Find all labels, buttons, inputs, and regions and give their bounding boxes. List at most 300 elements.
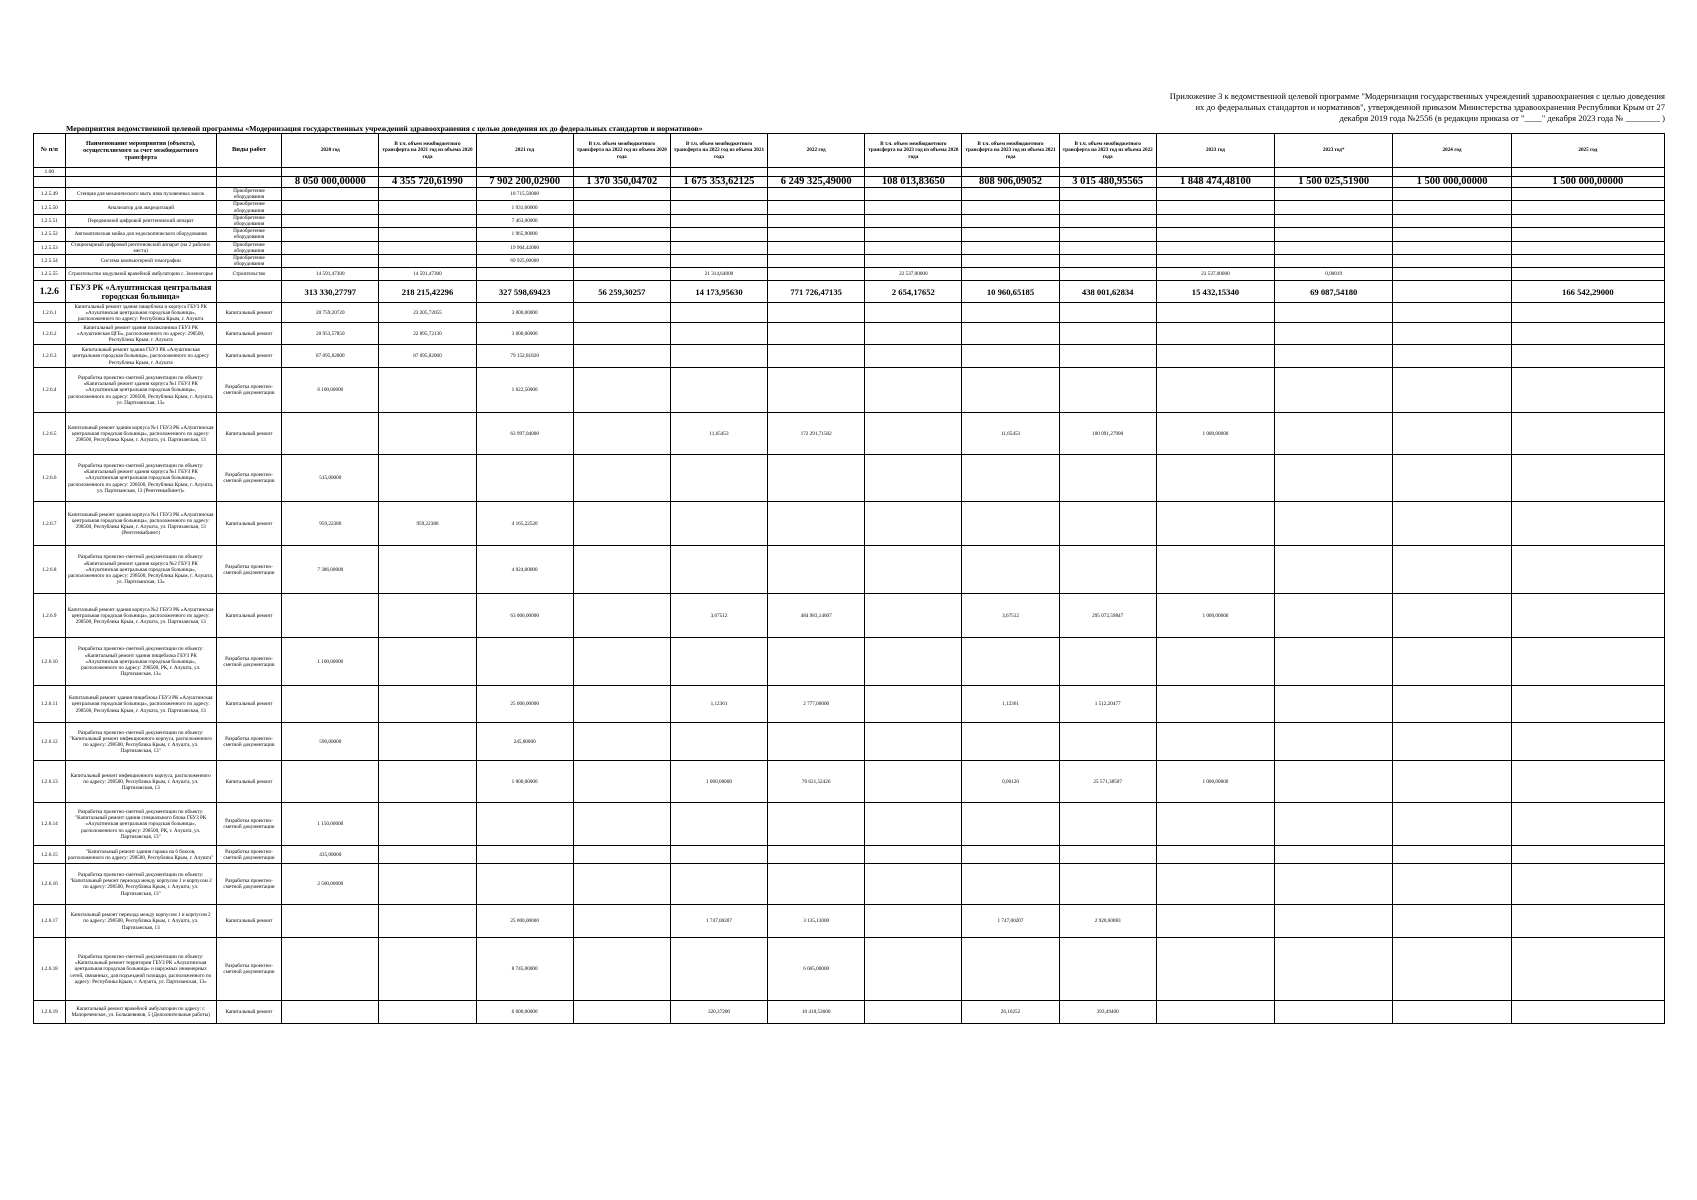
row-value-5 <box>670 638 767 686</box>
header-col-3: 2021 год <box>476 134 573 168</box>
row-value-6 <box>768 241 865 254</box>
row-value-6 <box>768 803 865 846</box>
row-value-2: 22 895,72130 <box>379 323 476 345</box>
row-num: 1.2.5.55 <box>34 268 66 281</box>
row-value-7 <box>865 228 962 241</box>
row-value-1 <box>282 761 379 803</box>
row-value-13 <box>1511 455 1664 502</box>
table-row <box>34 594 1665 638</box>
empty-cell <box>1393 168 1511 177</box>
row-value-6: 6 605,00000 <box>768 938 865 1001</box>
group-value-13: 166 542,29000 <box>1511 281 1664 303</box>
row-value-8 <box>962 303 1059 323</box>
table-row <box>34 864 1665 905</box>
row-value-4 <box>573 188 670 201</box>
row-num: 1.2.6.14 <box>34 803 66 846</box>
row-value-10 <box>1156 502 1274 546</box>
row-value-8 <box>962 638 1059 686</box>
row-value-10 <box>1156 201 1274 214</box>
header-col-8: В т.ч. объем межбюджетного трансферта на 2023 год из объема 2021 года <box>962 134 1059 168</box>
row-value-3: 8 745,00000 <box>476 938 573 1001</box>
row-value-6 <box>768 723 865 761</box>
row-value-4 <box>573 546 670 594</box>
row-value-13 <box>1511 413 1664 455</box>
row-value-3: 18 715,50000 <box>476 188 573 201</box>
row-value-8 <box>962 323 1059 345</box>
row-value-11 <box>1275 214 1393 227</box>
row-name: Разработка проектно-сметной документации по объекту: "Капитальный ремонт инфекционного корпуса, расположенного по адресу: 298500, Республика Крым, г. Алушта, ул. Партизанская, 13" <box>65 723 216 761</box>
row-value-4 <box>573 455 670 502</box>
row-name: Капитальный ремонт здания корпуса №2 ГБУЗ РК «Алуштинская центральная городская больница», расположенного по адресу: 298500, Республика Крым, г. Алушта, ул. Партизанская, 13 <box>65 594 216 638</box>
row-value-4 <box>573 345 670 368</box>
row-value-4 <box>573 368 670 413</box>
row-name: Разработка проектно-сметной документации по объекту: "Капитальный ремонт перехода между корпусом 1 и корпусом 2 по адресу: 298500, Республика Крым, г. Алушта, ул. Партизанская, 13" <box>65 864 216 905</box>
row-value-10 <box>1156 255 1274 268</box>
row-value-4 <box>573 803 670 846</box>
empty-cell <box>1059 168 1156 177</box>
row-value-10: 23 537,00000 <box>1156 268 1274 281</box>
row-type: Разработка проектно-сметной документации <box>216 368 281 413</box>
row-value-9 <box>1059 345 1156 368</box>
row-value-7 <box>865 905 962 938</box>
row-value-13 <box>1511 502 1664 546</box>
row-value-12 <box>1393 201 1511 214</box>
row-value-9 <box>1059 455 1156 502</box>
row-value-9 <box>1059 255 1156 268</box>
table-row <box>34 546 1665 594</box>
total-value-8: 808 906,09052 <box>962 177 1059 188</box>
row-value-7 <box>865 303 962 323</box>
row-num: 1.2.5.51 <box>34 214 66 227</box>
row-type: Строительство <box>216 268 281 281</box>
row-value-9 <box>1059 268 1156 281</box>
row-type: Приобретение оборудования <box>216 188 281 201</box>
row-value-10 <box>1156 723 1274 761</box>
row-type: Разработка проектно-сметной документации <box>216 938 281 1001</box>
row-value-10 <box>1156 938 1274 1001</box>
header-col-5: В т.ч. объем межбюджетного трансферта на 2022 год из объема 2021 года <box>670 134 767 168</box>
row-value-6 <box>768 255 865 268</box>
row-value-12 <box>1393 455 1511 502</box>
row-name: Капитальный ремонт инфекционного корпуса, расположенного по адресу: 298500, Республика Крым, г. Алушта, ул. Партизанская, 13 <box>65 761 216 803</box>
row-value-5 <box>670 546 767 594</box>
row-value-13 <box>1511 594 1664 638</box>
row-value-2 <box>379 455 476 502</box>
row-value-6 <box>768 864 865 905</box>
row-value-13 <box>1511 761 1664 803</box>
row-value-11: 0,00019 <box>1275 268 1393 281</box>
row-value-12 <box>1393 303 1511 323</box>
group-name: ГБУЗ РК «Алуштинская центральная городская больница» <box>65 281 216 303</box>
row-value-12 <box>1393 345 1511 368</box>
row-value-10 <box>1156 214 1274 227</box>
row-value-9 <box>1059 228 1156 241</box>
row-value-10 <box>1156 803 1274 846</box>
table-body <box>34 134 1665 1024</box>
total-value-6: 6 249 325,49000 <box>768 177 865 188</box>
row-value-5: 1,12361 <box>670 686 767 723</box>
row-value-13 <box>1511 686 1664 723</box>
row-value-8: 1 747,00207 <box>962 905 1059 938</box>
group-value-12 <box>1393 281 1511 303</box>
row-value-1 <box>282 938 379 1001</box>
row-name: Стенция для механического мыть изва пуховенных масок <box>65 188 216 201</box>
row-value-9: 1 512,20477 <box>1059 686 1156 723</box>
empty-cell <box>216 168 281 177</box>
row-value-13 <box>1511 1001 1664 1024</box>
header-col-2: В т.ч. объем межбюджетного трансферта на 2021 год из объема 2020 года <box>379 134 476 168</box>
row-num: 1.2.6.2 <box>34 323 66 345</box>
row-num: 1.2.5.50 <box>34 201 66 214</box>
row-value-11 <box>1275 255 1393 268</box>
empty-cell <box>1156 168 1274 177</box>
row-value-12 <box>1393 594 1511 638</box>
row-value-13 <box>1511 345 1664 368</box>
group-value-7: 2 654,17652 <box>865 281 962 303</box>
header-col-11: 2023 год* <box>1275 134 1393 168</box>
row-value-11 <box>1275 502 1393 546</box>
row-value-12 <box>1393 323 1511 345</box>
row-value-2 <box>379 905 476 938</box>
table-row <box>34 761 1665 803</box>
row-value-1 <box>282 241 379 254</box>
row-name: Передвижной цифровой рентгеновский аппарат <box>65 214 216 227</box>
row-value-3: 1 022,50000 <box>476 368 573 413</box>
row-name: Разработка проектно-сметной документации по объекту: «Капитальный ремонт территории ГБУЗ РК «Алуштинская центральная городская больница» и наружных инженерных сетей, связанных, для подъездной площади, расположенного по адресу: Республика Крым, г. Алушта, ул. Партизанская, 13» <box>65 938 216 1001</box>
total-value-7: 108 013,83650 <box>865 177 962 188</box>
row-value-3: 63 997,04000 <box>476 413 573 455</box>
row-value-12 <box>1393 268 1511 281</box>
row-value-7 <box>865 201 962 214</box>
row-name: Капитальный ремонт перехода между корпусом 1 и корпусом 2 по адресу: 298500, Республика Крым, г. Алушта, ул. Партизанская, 13 <box>65 905 216 938</box>
row-num: 1.2.5.49 <box>34 188 66 201</box>
row-value-6 <box>768 188 865 201</box>
row-value-11 <box>1275 345 1393 368</box>
row-num: 1.2.6.13 <box>34 761 66 803</box>
row-value-2 <box>379 1001 476 1024</box>
row-value-2 <box>379 594 476 638</box>
row-value-12 <box>1393 938 1511 1001</box>
total-value-1: 8 050 000,00000 <box>282 177 379 188</box>
row-value-1: 2 500,00000 <box>282 864 379 905</box>
row-value-12 <box>1393 188 1511 201</box>
row-value-9 <box>1059 546 1156 594</box>
row-value-4 <box>573 761 670 803</box>
row-name: Система компьютерной томографии <box>65 255 216 268</box>
group-row <box>34 281 1665 303</box>
header-col-7: В т.ч. объем межбюджетного трансферта на 2023 год из объема 2020 года <box>865 134 962 168</box>
row-value-3: 19 904,42000 <box>476 241 573 254</box>
row-value-11 <box>1275 188 1393 201</box>
row-value-11 <box>1275 864 1393 905</box>
row-value-8 <box>962 241 1059 254</box>
total-value-4: 1 370 350,04702 <box>573 177 670 188</box>
total-value-13: 1 500 000,00000 <box>1511 177 1664 188</box>
row-value-7 <box>865 413 962 455</box>
table-row <box>34 255 1665 268</box>
row-value-1 <box>282 188 379 201</box>
row-value-2 <box>379 723 476 761</box>
row-value-9 <box>1059 241 1156 254</box>
table-row <box>34 268 1665 281</box>
row-value-13 <box>1511 368 1664 413</box>
row-value-9: 25 571,38507 <box>1059 761 1156 803</box>
row-value-7 <box>865 546 962 594</box>
row-value-1 <box>282 686 379 723</box>
row-value-9 <box>1059 502 1156 546</box>
empty-cell <box>573 168 670 177</box>
row-value-8 <box>962 455 1059 502</box>
row-value-10: 1 000,00000 <box>1156 761 1274 803</box>
row-value-6 <box>768 846 865 864</box>
appendix-line-3: декабря 2019 года №2556 (в редакции приказа от "____" декабря 2023 года № ________ ) <box>1339 113 1665 123</box>
header-col-13: 2025 год <box>1511 134 1664 168</box>
row-value-1: 20 759,20720 <box>282 303 379 323</box>
row-value-6 <box>768 455 865 502</box>
row-value-7 <box>865 255 962 268</box>
row-name: Стационарный цифровой рентгеновский аппарат (на 2 рабочих места) <box>65 241 216 254</box>
row-value-2 <box>379 546 476 594</box>
total-value-3: 7 902 200,02900 <box>476 177 573 188</box>
row-value-12 <box>1393 638 1511 686</box>
row-value-1 <box>282 413 379 455</box>
row-num: 1.2.6.15 <box>34 846 66 864</box>
row-value-4 <box>573 502 670 546</box>
row-value-10 <box>1156 345 1274 368</box>
row-type: Разработка проектно-сметной документации <box>216 864 281 905</box>
row-value-5: 1 000,00000 <box>670 761 767 803</box>
table-row <box>34 803 1665 846</box>
row-value-7 <box>865 846 962 864</box>
row-num: 1.2.6.17 <box>34 905 66 938</box>
row-value-3: 63 000,00000 <box>476 594 573 638</box>
row-value-5 <box>670 455 767 502</box>
empty-cell <box>379 168 476 177</box>
row-value-1 <box>282 1001 379 1024</box>
row-value-10: 1 000,00000 <box>1156 594 1274 638</box>
row-value-8 <box>962 864 1059 905</box>
row-value-5 <box>670 188 767 201</box>
row-value-3 <box>476 638 573 686</box>
row-value-12 <box>1393 686 1511 723</box>
header-col-4: В т.ч. объем межбюджетного трансферта на 2022 год из объема 2020 года <box>573 134 670 168</box>
row-value-4 <box>573 1001 670 1024</box>
row-value-13 <box>1511 905 1664 938</box>
row-value-3 <box>476 268 573 281</box>
row-value-11 <box>1275 1001 1393 1024</box>
row-value-1: 6 100,00000 <box>282 368 379 413</box>
row-value-9: 2 920,60083 <box>1059 905 1156 938</box>
row-value-9 <box>1059 803 1156 846</box>
row-num: 1.2.6.19 <box>34 1001 66 1024</box>
group-value-3: 327 598,69423 <box>476 281 573 303</box>
row-value-12 <box>1393 241 1511 254</box>
row-value-5 <box>670 255 767 268</box>
row-value-11 <box>1275 201 1393 214</box>
table-row <box>34 201 1665 214</box>
row-value-10 <box>1156 368 1274 413</box>
row-value-13 <box>1511 723 1664 761</box>
row-type: Разработка проектно-сметной документации <box>216 846 281 864</box>
row-value-8 <box>962 938 1059 1001</box>
row-value-10 <box>1156 241 1274 254</box>
row-value-8 <box>962 214 1059 227</box>
row-value-13 <box>1511 201 1664 214</box>
row-value-4 <box>573 303 670 323</box>
row-num: 1.2.6.9 <box>34 594 66 638</box>
row-num: 1.2.6.3 <box>34 345 66 368</box>
row-value-3: 1 965,90000 <box>476 228 573 241</box>
row-value-5 <box>670 502 767 546</box>
row-name: Строительство модульной врачебной амбулатории с. Зеленогорье <box>65 268 216 281</box>
table-row <box>34 905 1665 938</box>
row-value-3: 6 600,00000 <box>476 1001 573 1024</box>
row-value-3: 25 000,00000 <box>476 686 573 723</box>
row-value-13 <box>1511 638 1664 686</box>
row-value-2: 23 205,72055 <box>379 303 476 323</box>
row-value-6 <box>768 368 865 413</box>
row-value-2 <box>379 368 476 413</box>
row-type: Разработка проектно-сметной документации <box>216 803 281 846</box>
row-value-1 <box>282 905 379 938</box>
appendix-line-2: их до федеральных стандартов и нормативов", утвержденной приказом Министерства здравоохранения Республики Крым от 27 <box>1195 102 1665 112</box>
group-value-6: 771 726,47135 <box>768 281 865 303</box>
row-value-7 <box>865 455 962 502</box>
row-name: "Капитальный ремонт здания гаража на 6 боксов, расположенного по адресу: 298500, Республика Крым, г. Алушта" <box>65 846 216 864</box>
table-row <box>34 188 1665 201</box>
table-row <box>34 455 1665 502</box>
row-value-13 <box>1511 323 1664 345</box>
table-row <box>34 502 1665 546</box>
row-value-3 <box>476 846 573 864</box>
header-col-1: 2020 год <box>282 134 379 168</box>
row-value-5 <box>670 938 767 1001</box>
total-row <box>34 177 1665 188</box>
row-value-11 <box>1275 594 1393 638</box>
row-type: Приобретение оборудования <box>216 255 281 268</box>
row-value-3 <box>476 455 573 502</box>
row-value-9 <box>1059 214 1156 227</box>
header-col-12: 2024 год <box>1393 134 1511 168</box>
row-name: Разработка проектно-сметной документации по объекту: «Капитальный ремонт здания корпуса №1 ГБУЗ РК «Алуштинская центральная городская больница», расположенного по адресу: 298500, Республика Крым, г. Алушта, ул. Партизанская, 13 (Рентгенкабинет)» <box>65 455 216 502</box>
row-value-4 <box>573 268 670 281</box>
row-value-12 <box>1393 214 1511 227</box>
row-name: Капитальный ремонт здания ГБУЗ РК «Алуштинская центральная городская больница», расположенного по адресу Республика Крым, г. Алушта <box>65 345 216 368</box>
total-value-10: 1 848 474,48100 <box>1156 177 1274 188</box>
row-value-1: 1 150,00000 <box>282 803 379 846</box>
row-num: 1.2.6.7 <box>34 502 66 546</box>
row-value-11 <box>1275 938 1393 1001</box>
row-value-7 <box>865 368 962 413</box>
row-value-7 <box>865 214 962 227</box>
row-value-6 <box>768 201 865 214</box>
row-value-9: 100 091,27900 <box>1059 413 1156 455</box>
row-value-3: 79 152,81820 <box>476 345 573 368</box>
row-value-7 <box>865 938 962 1001</box>
row-value-2: 959,22380 <box>379 502 476 546</box>
row-value-4 <box>573 201 670 214</box>
header-row <box>34 134 1665 168</box>
group-value-11: 69 087,54180 <box>1275 281 1393 303</box>
row-value-4 <box>573 214 670 227</box>
row-value-6: 10 418,53600 <box>768 1001 865 1024</box>
row-value-13 <box>1511 268 1664 281</box>
row-value-3: 25 000,00000 <box>476 905 573 938</box>
row-value-10 <box>1156 846 1274 864</box>
row-value-11 <box>1275 761 1393 803</box>
row-value-6: 484 983,14607 <box>768 594 865 638</box>
row-value-3: 4 024,00000 <box>476 546 573 594</box>
row-value-8 <box>962 368 1059 413</box>
row-value-5 <box>670 345 767 368</box>
row-num: 1.2.6.16 <box>34 864 66 905</box>
row-value-7 <box>865 723 962 761</box>
row-type: Приобретение оборудования <box>216 228 281 241</box>
row-value-12 <box>1393 502 1511 546</box>
row-type: Разработка проектно-сметной документации <box>216 638 281 686</box>
row-value-6: 172 291,71502 <box>768 413 865 455</box>
header-col-6: 2022 год <box>768 134 865 168</box>
row-value-1: 435,00000 <box>282 846 379 864</box>
row-type: Капитальный ремонт <box>216 1001 281 1024</box>
empty-cell <box>1511 168 1664 177</box>
index-row <box>34 168 1665 177</box>
header-type: Виды работ <box>216 134 281 168</box>
row-value-6: 70 621,52426 <box>768 761 865 803</box>
table-row <box>34 228 1665 241</box>
row-num: 1.2.6.18 <box>34 938 66 1001</box>
row-value-12 <box>1393 546 1511 594</box>
row-name: Капитальный ремонт здания пищеблока ГБУЗ РК «Алуштинская центральная городская больница», расположенного по адресу: 298500, Республика Крым, г. Алушта, ул. Партизанская, 13 <box>65 686 216 723</box>
row-value-4 <box>573 938 670 1001</box>
row-value-7 <box>865 686 962 723</box>
row-value-8 <box>962 502 1059 546</box>
total-value-12: 1 500 000,00000 <box>1393 177 1511 188</box>
row-value-3 <box>476 803 573 846</box>
table-row <box>34 846 1665 864</box>
header-name: Наименование мероприятия (объекта), осуществляемого за счет межбюджетного трансферта <box>65 134 216 168</box>
row-value-10: 1 000,00000 <box>1156 413 1274 455</box>
row-value-1: 1 100,00000 <box>282 638 379 686</box>
program-table <box>33 133 1665 1024</box>
row-type: Разработка проектно-сметной документации <box>216 723 281 761</box>
table-row <box>34 938 1665 1001</box>
row-value-7 <box>865 1001 962 1024</box>
row-num: 1.2.6.10 <box>34 638 66 686</box>
table-row <box>34 303 1665 323</box>
row-type: Капитальный ремонт <box>216 686 281 723</box>
row-value-1 <box>282 255 379 268</box>
row-value-6 <box>768 323 865 345</box>
group-value-5: 14 173,95630 <box>670 281 767 303</box>
row-value-9 <box>1059 864 1156 905</box>
row-value-10 <box>1156 323 1274 345</box>
row-value-11 <box>1275 323 1393 345</box>
empty-cell <box>865 168 962 177</box>
row-value-3: 4 165,22520 <box>476 502 573 546</box>
row-value-10 <box>1156 864 1274 905</box>
row-value-11 <box>1275 686 1393 723</box>
row-value-12 <box>1393 413 1511 455</box>
row-value-4 <box>573 638 670 686</box>
row-value-2 <box>379 255 476 268</box>
row-value-9 <box>1059 201 1156 214</box>
row-value-4 <box>573 686 670 723</box>
row-value-9 <box>1059 938 1156 1001</box>
header-col-10: 2023 год <box>1156 134 1274 168</box>
row-value-1: 959,22380 <box>282 502 379 546</box>
row-value-11 <box>1275 228 1393 241</box>
